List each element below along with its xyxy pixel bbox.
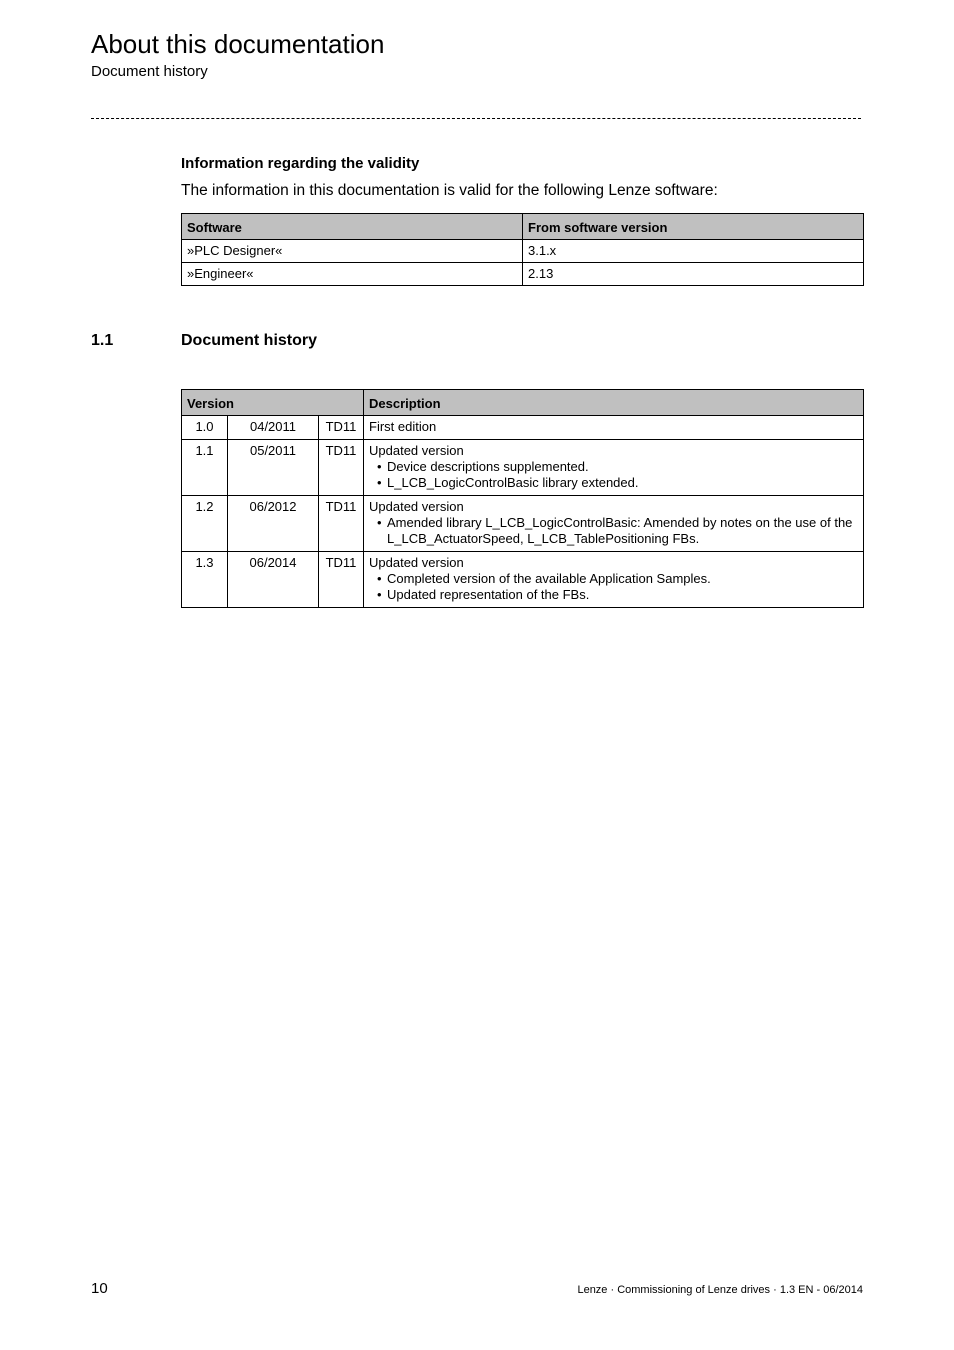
chapter-title: About this documentation bbox=[91, 29, 385, 59]
version-date: 06/2012 bbox=[228, 496, 319, 552]
version-code: TD11 bbox=[319, 552, 364, 608]
version-number: 1.2 bbox=[182, 496, 228, 552]
footer-text: Lenze · Commissioning of Lenze drives · 1.3 EN - 06/2014 bbox=[577, 1284, 863, 1296]
section-number: 1.1 bbox=[91, 332, 114, 349]
description-text: First edition bbox=[369, 419, 437, 434]
document-history-table bbox=[181, 389, 864, 608]
table-row bbox=[182, 240, 864, 263]
change-list bbox=[369, 459, 858, 491]
column-header-version: Version bbox=[182, 390, 364, 416]
table-row bbox=[182, 440, 864, 496]
column-header-software: Software bbox=[182, 214, 523, 240]
change-item: • Completed version of the available Application Samples. bbox=[369, 571, 858, 587]
version-number: 1.0 bbox=[182, 416, 228, 440]
validity-text: The information in this documentation is valid for the following Lenze software: bbox=[181, 182, 718, 199]
version-date: 04/2011 bbox=[228, 416, 319, 440]
software-version: 2.13 bbox=[523, 263, 864, 286]
description-text: Updated version bbox=[369, 555, 464, 570]
software-validity-table bbox=[181, 213, 864, 286]
software-name: »PLC Designer« bbox=[182, 240, 523, 263]
version-date: 05/2011 bbox=[228, 440, 319, 496]
page-number: 10 bbox=[91, 1280, 108, 1297]
version-description bbox=[364, 552, 864, 608]
version-number: 1.1 bbox=[182, 440, 228, 496]
description-text: Updated version bbox=[369, 499, 464, 514]
software-name: »Engineer« bbox=[182, 263, 523, 286]
version-code: TD11 bbox=[319, 496, 364, 552]
version-description bbox=[364, 416, 864, 440]
change-item: • Updated representation of the FBs. bbox=[369, 587, 858, 603]
change-item: • Amended library L_LCB_LogicControlBasic: Amended by notes on the use of the L_LCB_ActuatorSpeed, L_LCB_TablePositioning FBs. bbox=[369, 515, 858, 547]
version-date: 06/2014 bbox=[228, 552, 319, 608]
version-code: TD11 bbox=[319, 440, 364, 496]
version-description bbox=[364, 440, 864, 496]
column-header-version: From software version bbox=[523, 214, 864, 240]
change-list bbox=[369, 571, 858, 603]
software-version: 3.1.x bbox=[523, 240, 864, 263]
change-item: • Device descriptions supplemented. bbox=[369, 459, 858, 475]
table-header-row bbox=[182, 214, 864, 240]
column-header-description: Description bbox=[364, 390, 864, 416]
table-row bbox=[182, 263, 864, 286]
header-divider bbox=[91, 118, 861, 119]
table-header-row bbox=[182, 390, 864, 416]
chapter-subtitle: Document history bbox=[91, 63, 208, 80]
version-number: 1.3 bbox=[182, 552, 228, 608]
table-row bbox=[182, 496, 864, 552]
change-list bbox=[369, 515, 858, 547]
version-description bbox=[364, 496, 864, 552]
section-title: Document history bbox=[181, 332, 318, 349]
change-item: • L_LCB_LogicControlBasic library extended. bbox=[369, 475, 858, 491]
validity-heading: Information regarding the validity bbox=[181, 155, 420, 172]
description-text: Updated version bbox=[369, 443, 464, 458]
version-code: TD11 bbox=[319, 416, 364, 440]
table-row bbox=[182, 552, 864, 608]
table-row bbox=[182, 416, 864, 440]
